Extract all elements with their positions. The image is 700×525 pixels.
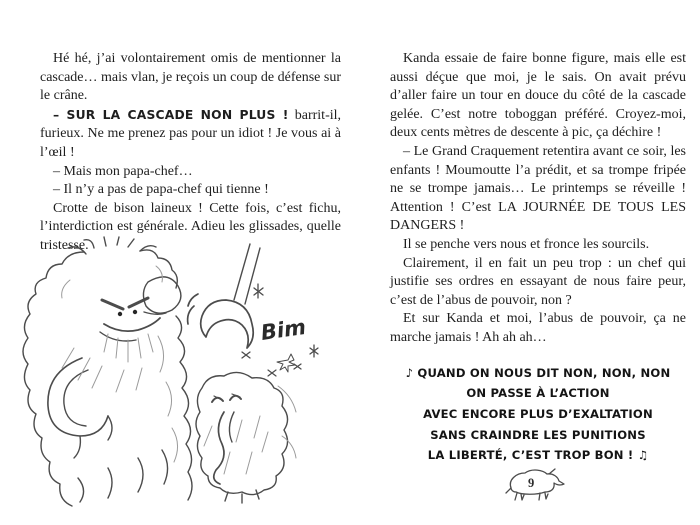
song-line: SANS CRAINDRE LES PUNITIONS bbox=[430, 427, 646, 442]
bison-doodle-icon bbox=[502, 466, 566, 504]
paragraph: – Le Grand Craquement retentira avant ce soir, les enfants ! Moumoutte l’a prédit, et sa trompe fripée ne se trompe jamais… Le printemps se réveille ! Attention ! C’est LA JOURNÉE DE TOUS LES DANGERS ! bbox=[390, 143, 686, 234]
right-page bbox=[350, 0, 700, 525]
mammoth-illustration bbox=[16, 236, 338, 524]
song-lyrics bbox=[390, 363, 686, 467]
sound-effect-bim: Bim bbox=[259, 314, 308, 345]
paragraph: Clairement, il en fait un peu trop : un chef qui justifie ses ordres en essayant de nous faire peur, c’est de l’abus de pouvoir, non ? bbox=[390, 255, 686, 308]
paragraph-tail: barrit-il, furieux. Ne me prenez pas pour un idiot ! Je vous ai à l’œil ! bbox=[40, 107, 342, 160]
paragraph: Il se penche vers nous et fronce les sourcils. bbox=[403, 236, 650, 252]
paragraph: – Il n’y a pas de papa-chef qui tienne ! bbox=[53, 182, 269, 198]
page-number: 9 bbox=[528, 476, 535, 490]
paragraph: – Mais mon papa-chef… bbox=[53, 163, 193, 179]
paragraph-with-shout bbox=[40, 106, 341, 163]
song-line: ♪ QUAND ON NOUS DIT NON, NON, NON bbox=[405, 365, 671, 380]
paragraph: Crotte de bison laineux ! Cette fois, c’est fichu, l’interdiction est générale. Adieu les glissades, quelle tristesse. bbox=[40, 200, 341, 253]
paragraph: Kanda essaie de faire bonne figure, mais elle est aussi déçue que moi, je le sais. On avait prévu d’aller faire un tour en douce du côté de la cascade gelée. C’est notre toboggan préféré. Croyez-moi, deux cents mètres de descente à pic, ça déchire ! bbox=[390, 51, 686, 141]
paragraph: Hé hé, j’ai volontairement omis de mentionner la cascade… mais vlan, je reçois un coup de défense sur le crâne. bbox=[40, 51, 341, 104]
shout-text: – SUR LA CASCADE NON PLUS ! bbox=[53, 107, 289, 122]
left-text-column bbox=[40, 50, 341, 256]
page-number-bison bbox=[502, 466, 566, 504]
song-line: AVEC ENCORE PLUS D’EXALTATION bbox=[423, 406, 653, 421]
right-text-column bbox=[390, 50, 686, 466]
song-line: LA LIBERTÉ, C’EST TROP BON ! ♫ bbox=[427, 448, 649, 463]
song-line: ON PASSE À L’ACTION bbox=[466, 386, 610, 401]
paragraph: Et sur Kanda et moi, l’abus de pouvoir, ça ne marche jamais ! Ah ah ah… bbox=[390, 311, 686, 345]
mammoth-illustration-svg bbox=[16, 236, 338, 524]
